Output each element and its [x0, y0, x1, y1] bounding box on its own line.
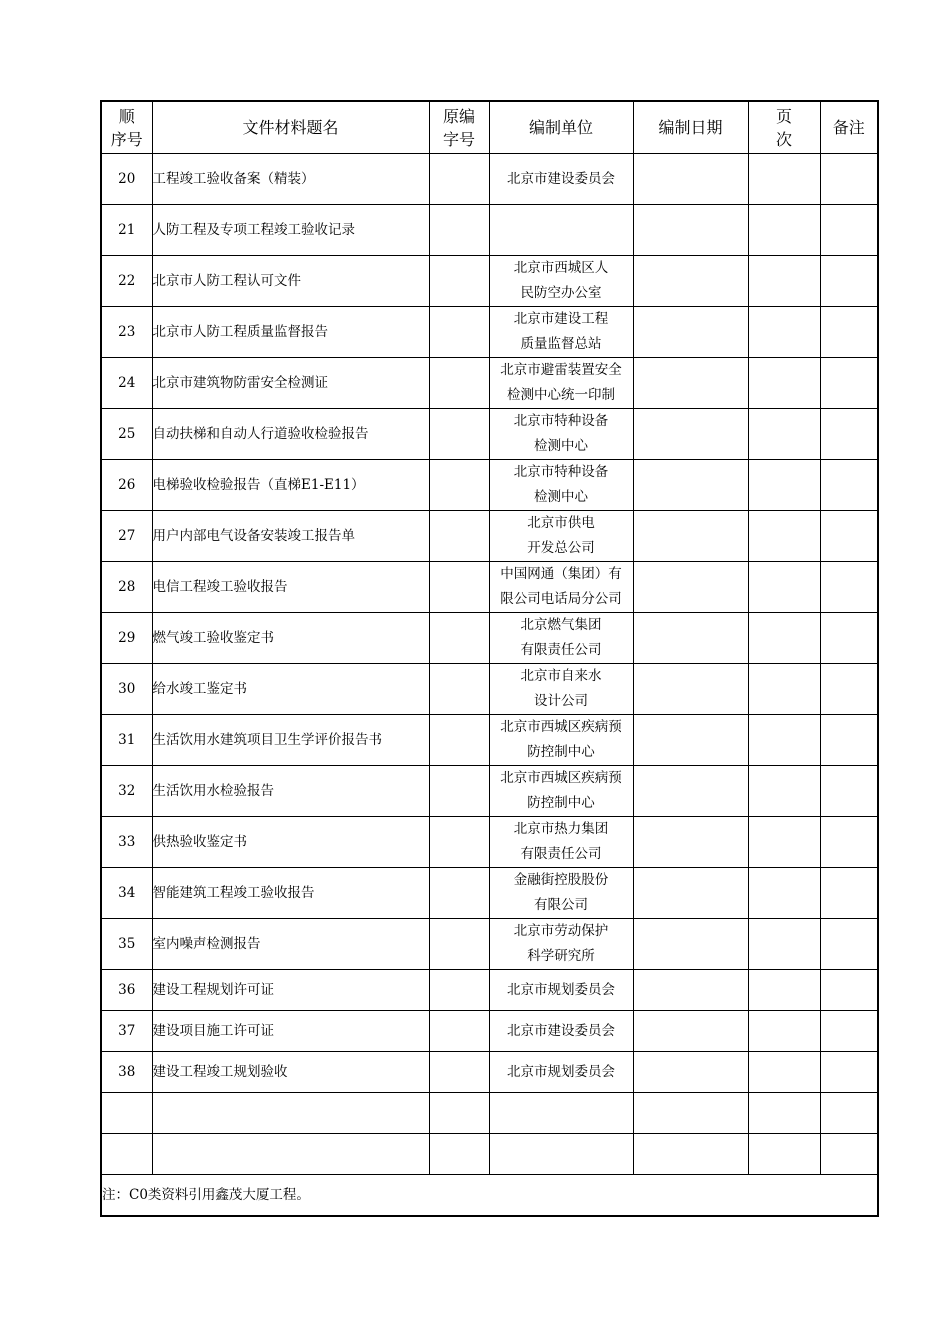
row-remark: [820, 817, 878, 868]
row-pages: [748, 766, 820, 817]
row-remark: [820, 409, 878, 460]
row-unit: [489, 1093, 633, 1134]
row-unit: [489, 1134, 633, 1175]
table-row: [101, 1052, 878, 1093]
row-unit-line: 防控制中心: [527, 795, 595, 811]
row-unit: [489, 766, 633, 817]
header-row: [101, 101, 878, 154]
row-pages: [748, 919, 820, 970]
row-pages: [748, 154, 820, 205]
table-row: [101, 1011, 878, 1052]
row-no: 33: [101, 817, 152, 868]
row-date: [633, 715, 748, 766]
table-row: [101, 613, 878, 664]
row-date: [633, 1134, 748, 1175]
row-orig-no: [429, 1052, 489, 1093]
row-no: 32: [101, 766, 152, 817]
row-pages: [748, 1134, 820, 1175]
row-unit-line: 有限责任公司: [520, 642, 602, 658]
row-no: 20: [101, 154, 152, 205]
row-unit-line: 北京市规划委员会: [507, 1063, 615, 1080]
row-unit: [489, 715, 633, 766]
row-date: [633, 409, 748, 460]
table-row: [101, 511, 878, 562]
archive-list-table: [100, 100, 879, 1217]
row-orig-no: [429, 358, 489, 409]
row-no: 38: [101, 1052, 152, 1093]
row-date: [633, 154, 748, 205]
row-pages: [748, 970, 820, 1011]
row-date: [633, 562, 748, 613]
row-unit-line: 科学研究所: [527, 948, 595, 964]
row-pages: [748, 664, 820, 715]
row-date: [633, 307, 748, 358]
row-pages: [748, 1093, 820, 1134]
header-orig-line-1: 原编: [442, 106, 475, 126]
row-unit: [489, 460, 633, 511]
row-date: [633, 1093, 748, 1134]
row-date: [633, 868, 748, 919]
row-unit: [489, 613, 633, 664]
row-orig-no: [429, 511, 489, 562]
row-unit: [489, 256, 633, 307]
row-remark: [820, 511, 878, 562]
row-pages: [748, 1052, 820, 1093]
row-no: 27: [101, 511, 152, 562]
note-row: [101, 1175, 878, 1217]
row-no: 25: [101, 409, 152, 460]
row-date: [633, 460, 748, 511]
table-row: [101, 766, 878, 817]
row-remark: [820, 307, 878, 358]
table-row: [101, 1093, 878, 1134]
row-no: 28: [101, 562, 152, 613]
row-unit-line: 北京市特种设备: [513, 413, 609, 429]
row-date: [633, 970, 748, 1011]
row-no: 29: [101, 613, 152, 664]
row-title: 智能建筑工程竣工验收报告: [152, 868, 429, 919]
row-orig-no: [429, 205, 489, 256]
header-pages-line-2: 次: [775, 129, 792, 149]
row-no: [101, 1134, 152, 1175]
table-body: [101, 154, 878, 1175]
table-row: [101, 1134, 878, 1175]
row-remark: [820, 868, 878, 919]
row-unit-line: 开发总公司: [527, 540, 595, 556]
row-remark: [820, 358, 878, 409]
row-pages: [748, 358, 820, 409]
row-unit-line: 北京市劳动保护: [513, 923, 609, 939]
row-unit-line: 限公司电话局分公司: [500, 591, 622, 607]
row-pages: [748, 256, 820, 307]
table-row: [101, 307, 878, 358]
row-orig-no: [429, 817, 489, 868]
row-orig-no: [429, 613, 489, 664]
table-row: [101, 868, 878, 919]
row-unit: [489, 919, 633, 970]
table-row: [101, 715, 878, 766]
row-date: [633, 919, 748, 970]
header-remark: 备注: [820, 101, 878, 154]
row-remark: [820, 562, 878, 613]
row-remark: [820, 613, 878, 664]
row-unit-line: 检测中心: [534, 489, 588, 505]
row-pages: [748, 1011, 820, 1052]
row-unit: [489, 307, 633, 358]
table-row: [101, 664, 878, 715]
row-orig-no: [429, 868, 489, 919]
row-remark: [820, 1052, 878, 1093]
row-orig-no: [429, 460, 489, 511]
row-unit: [489, 817, 633, 868]
row-title: 北京市人防工程质量监督报告: [152, 307, 429, 358]
row-remark: [820, 1093, 878, 1134]
row-no: [101, 1093, 152, 1134]
row-unit: [489, 154, 633, 205]
row-remark: [820, 1011, 878, 1052]
row-unit-line: 质量监督总站: [520, 336, 602, 352]
row-unit-line: 检测中心: [534, 438, 588, 454]
row-unit-line: 设计公司: [534, 693, 588, 709]
table-row: [101, 460, 878, 511]
row-no: 36: [101, 970, 152, 1011]
row-orig-no: [429, 664, 489, 715]
header-no-line-2: 序号: [110, 129, 143, 149]
row-pages: [748, 511, 820, 562]
row-date: [633, 358, 748, 409]
row-unit: [489, 1011, 633, 1052]
row-unit-line: 北京市西城区疾病预: [500, 719, 622, 735]
row-unit-line: 北京市热力集团: [513, 821, 609, 837]
header-pages-line-1: 页: [775, 106, 792, 126]
row-title: 北京市人防工程认可文件: [152, 256, 429, 307]
row-orig-no: [429, 256, 489, 307]
row-no: 26: [101, 460, 152, 511]
header-orig-no: [429, 101, 489, 154]
row-remark: [820, 664, 878, 715]
row-unit-line: 金融街控股股份: [513, 872, 609, 888]
row-date: [633, 817, 748, 868]
row-unit-line: 北京市自来水: [520, 668, 602, 684]
row-orig-no: [429, 307, 489, 358]
row-orig-no: [429, 970, 489, 1011]
row-unit-line: 北京市供电: [527, 515, 595, 531]
header-date: 编制日期: [633, 101, 748, 154]
row-date: [633, 613, 748, 664]
row-unit-line: 北京市避雷装置安全: [500, 362, 622, 378]
row-remark: [820, 919, 878, 970]
row-title: 给水竣工鉴定书: [152, 664, 429, 715]
row-date: [633, 511, 748, 562]
row-unit: [489, 205, 633, 256]
row-unit-line: 有限责任公司: [520, 846, 602, 862]
row-title: 室内噪声检测报告: [152, 919, 429, 970]
row-orig-no: [429, 919, 489, 970]
row-unit-line: 北京市西城区疾病预: [500, 770, 622, 786]
row-unit-line: 北京市规划委员会: [507, 981, 615, 998]
row-no: 31: [101, 715, 152, 766]
row-title: 用户内部电气设备安装竣工报告单: [152, 511, 429, 562]
row-date: [633, 256, 748, 307]
header-unit: 编制单位: [489, 101, 633, 154]
row-orig-no: [429, 154, 489, 205]
row-date: [633, 205, 748, 256]
row-no: 30: [101, 664, 152, 715]
row-date: [633, 766, 748, 817]
row-unit-line: 民防空办公室: [520, 285, 602, 301]
table-row: [101, 817, 878, 868]
row-date: [633, 664, 748, 715]
row-no: 34: [101, 868, 152, 919]
row-title: 建设工程竣工规划验收: [152, 1052, 429, 1093]
row-title: 供热验收鉴定书: [152, 817, 429, 868]
table-row: [101, 205, 878, 256]
table-row: [101, 562, 878, 613]
row-remark: [820, 205, 878, 256]
row-unit-line: 检测中心统一印制: [507, 387, 615, 403]
row-unit-line: 北京市西城区人: [513, 260, 609, 276]
row-unit: [489, 664, 633, 715]
row-no: 24: [101, 358, 152, 409]
row-remark: [820, 715, 878, 766]
row-title: 燃气竣工验收鉴定书: [152, 613, 429, 664]
row-remark: [820, 970, 878, 1011]
row-unit-line: 中国网通（集团）有: [500, 566, 622, 582]
row-title: 电信工程竣工验收报告: [152, 562, 429, 613]
row-title: 生活饮用水建筑项目卫生学评价报告书: [152, 715, 429, 766]
row-orig-no: [429, 1134, 489, 1175]
row-pages: [748, 409, 820, 460]
row-unit-line: 防控制中心: [527, 744, 595, 760]
row-unit: [489, 1052, 633, 1093]
row-no: 23: [101, 307, 152, 358]
row-date: [633, 1011, 748, 1052]
row-unit: [489, 562, 633, 613]
row-pages: [748, 307, 820, 358]
row-no: 21: [101, 205, 152, 256]
row-remark: [820, 460, 878, 511]
row-title: [152, 1134, 429, 1175]
row-pages: [748, 715, 820, 766]
row-unit: [489, 409, 633, 460]
row-unit-line: 有限公司: [534, 897, 588, 913]
row-pages: [748, 613, 820, 664]
row-unit-line: 北京市建设工程: [513, 311, 609, 327]
table-row: [101, 919, 878, 970]
header-pages: [748, 101, 820, 154]
row-unit-line: 北京燃气集团: [520, 617, 602, 633]
row-remark: [820, 256, 878, 307]
row-title: 建设项目施工许可证: [152, 1011, 429, 1052]
row-pages: [748, 205, 820, 256]
row-date: [633, 1052, 748, 1093]
row-remark: [820, 766, 878, 817]
row-remark: [820, 154, 878, 205]
row-orig-no: [429, 1093, 489, 1134]
row-no: 37: [101, 1011, 152, 1052]
row-title: [152, 1093, 429, 1134]
note-text: 注：C0类资料引用鑫茂大厦工程。: [101, 1175, 878, 1217]
table-row: [101, 256, 878, 307]
row-unit: [489, 358, 633, 409]
row-title: 生活饮用水检验报告: [152, 766, 429, 817]
row-orig-no: [429, 766, 489, 817]
row-title: 自动扶梯和自动人行道验收检验报告: [152, 409, 429, 460]
row-orig-no: [429, 409, 489, 460]
header-no-line-1: 顺: [118, 106, 135, 126]
row-no: 35: [101, 919, 152, 970]
row-pages: [748, 562, 820, 613]
row-no: 22: [101, 256, 152, 307]
table-row: [101, 358, 878, 409]
row-unit: [489, 970, 633, 1011]
row-pages: [748, 460, 820, 511]
row-title: 工程竣工验收备案（精装）: [152, 154, 429, 205]
row-title: 电梯验收检验报告（直梯E1-E11）: [152, 460, 429, 511]
row-unit-line: 北京市特种设备: [513, 464, 609, 480]
row-title: 建设工程规划许可证: [152, 970, 429, 1011]
row-unit: [489, 868, 633, 919]
table-row: [101, 409, 878, 460]
header-orig-line-2: 字号: [442, 129, 475, 149]
row-pages: [748, 817, 820, 868]
row-orig-no: [429, 1011, 489, 1052]
row-unit: [489, 511, 633, 562]
row-orig-no: [429, 562, 489, 613]
row-pages: [748, 868, 820, 919]
header-title: 文件材料题名: [152, 101, 429, 154]
table-row: [101, 970, 878, 1011]
header-no: [101, 101, 152, 154]
row-orig-no: [429, 715, 489, 766]
row-unit-line: 北京市建设委员会: [507, 170, 615, 187]
row-remark: [820, 1134, 878, 1175]
row-title: 人防工程及专项工程竣工验收记录: [152, 205, 429, 256]
row-unit-line: 北京市建设委员会: [507, 1022, 615, 1039]
row-title: 北京市建筑物防雷安全检测证: [152, 358, 429, 409]
table-row: [101, 154, 878, 205]
